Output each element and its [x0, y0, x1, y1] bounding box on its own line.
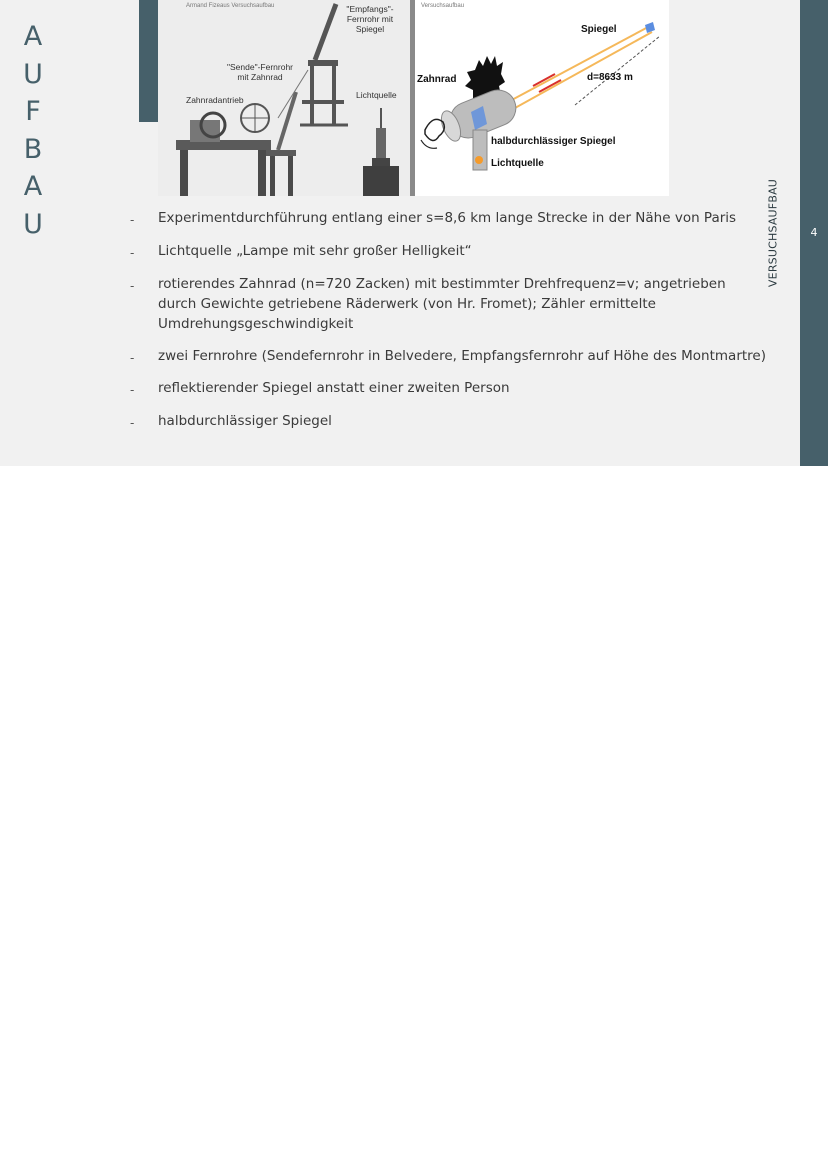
title-letter: A	[23, 171, 43, 202]
page-number: 4	[810, 226, 818, 239]
title-letter: B	[23, 133, 43, 165]
bullet-list	[128, 208, 768, 431]
setup-diagram	[415, 0, 669, 196]
list-item: - zwei Fernrohre (Sendefernrohr in Belvedere, Empfangsfernrohr auf Höhe des Montmartre)	[128, 346, 768, 366]
vertical-title	[20, 18, 46, 243]
apparatus-photo	[158, 0, 410, 196]
list-item: - Experimentdurchführung entlang einer s=8,6 km lange Strecke in der Nähe von Paris	[128, 208, 768, 228]
title-letter: U	[23, 58, 43, 90]
label-zahnrad: Zahnrad	[417, 74, 457, 85]
label-distance: d=8633 m	[587, 72, 633, 83]
title-letter: U	[23, 208, 43, 240]
label-lichtquelle-diagram: Lichtquelle	[491, 158, 544, 169]
title-letter: A	[23, 21, 43, 52]
label-empfangs-fernrohr: "Empfangs"- Fernrohr mit Spiegel	[346, 4, 394, 34]
diagram-caption: Versuchsaufbau	[421, 3, 465, 9]
label-spiegel: Spiegel	[581, 24, 617, 35]
title-letter: F	[25, 96, 41, 127]
section-label: VERSUCHSAUFBAU	[766, 178, 780, 288]
label-sende-fernrohr: "Sende"-Fernrohr mit Zahnrad	[226, 62, 294, 82]
label-zahnradantrieb: Zahnradantrieb	[186, 95, 244, 105]
label-lichtquelle-photo: Lichtquelle	[356, 90, 397, 100]
photo-caption: Armand Fizeaus Versuchsaufbau	[186, 3, 275, 9]
slide	[0, 0, 828, 466]
label-halbdurchlaessiger-spiegel: halbdurchlässiger Spiegel	[491, 136, 616, 147]
list-item: - reflektierender Spiegel anstatt einer zweiten Person	[128, 378, 768, 398]
list-item: - halbdurchlässiger Spiegel	[128, 411, 768, 431]
list-item: - rotierendes Zahnrad (n=720 Zacken) mit bestimmter Drehfrequenz=v; angetrieben durch Gewichte getriebene Räderwerk (von Hr. Fromet); Zähler ermittelte Umdrehungsgeschwindigkeit	[128, 274, 768, 334]
list-item: - Lichtquelle „Lampe mit sehr großer Helligkeit“	[128, 241, 768, 261]
